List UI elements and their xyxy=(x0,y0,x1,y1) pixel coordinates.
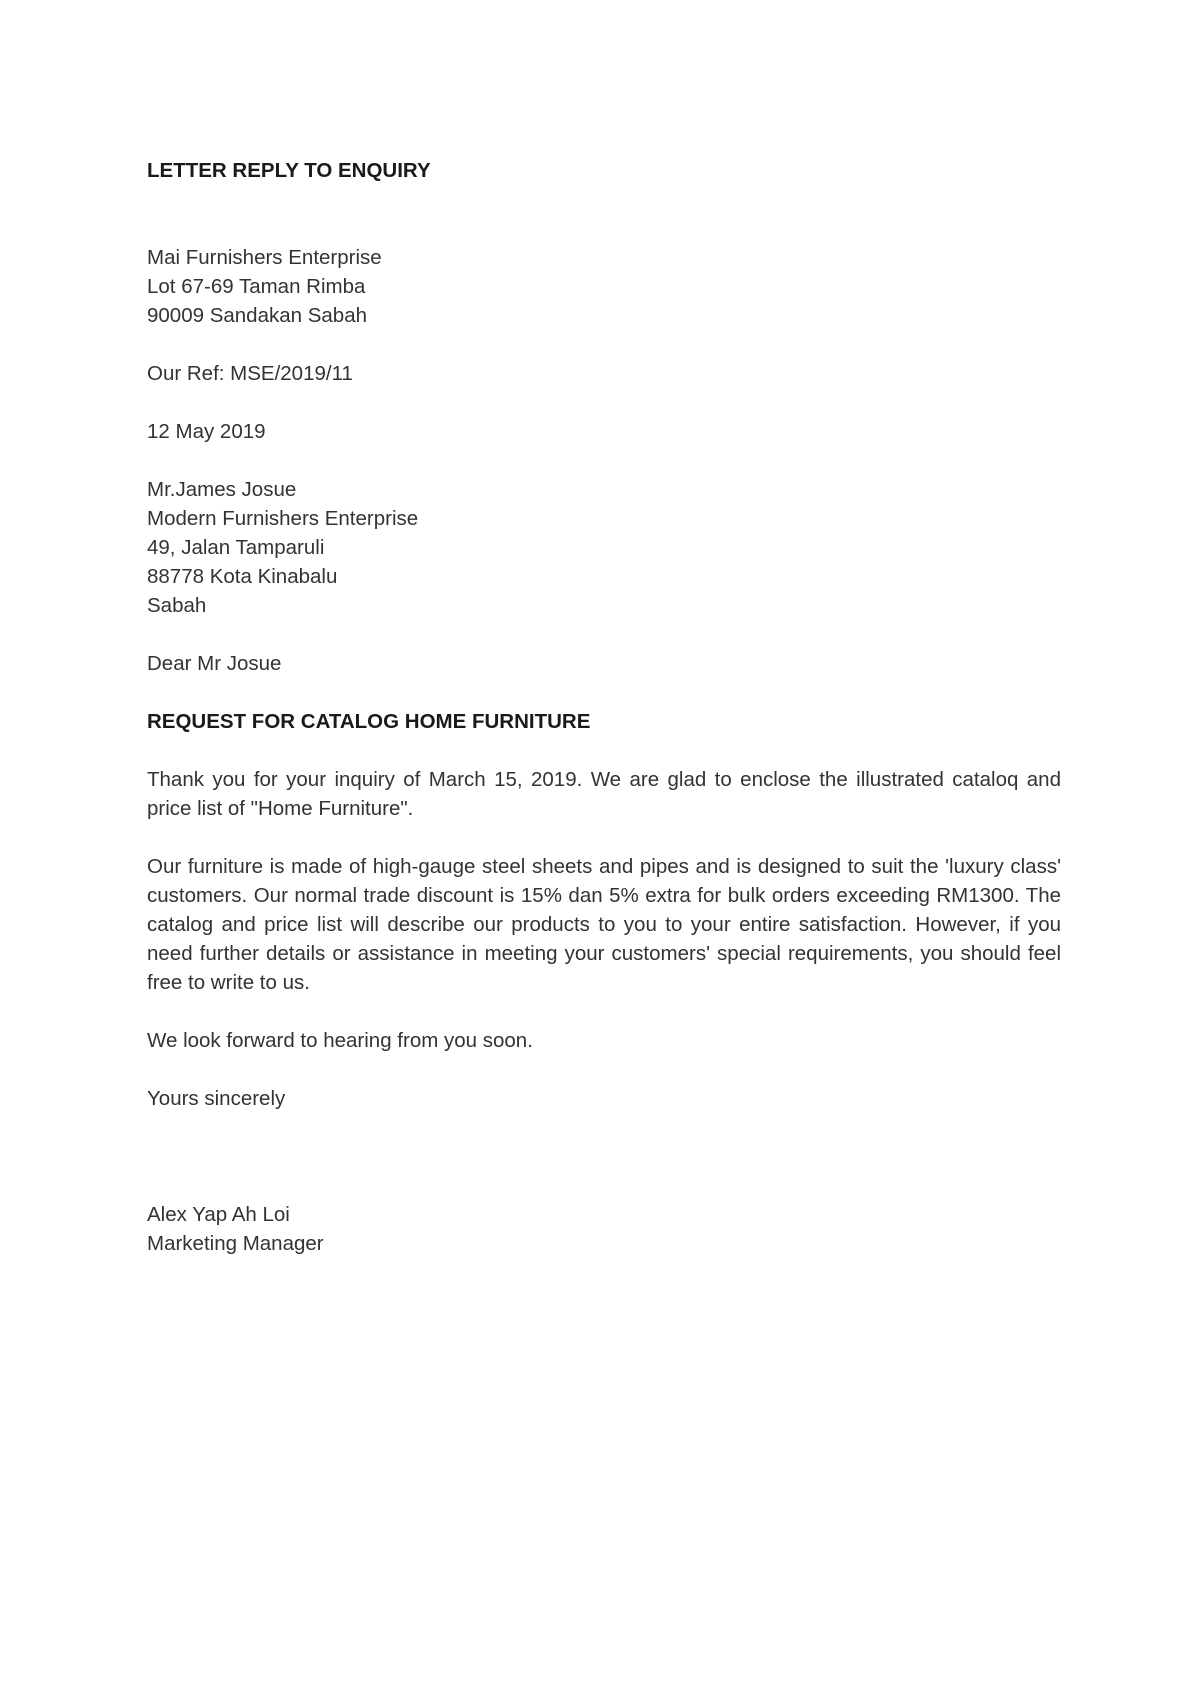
recipient-address-line2: 88778 Kota Kinabalu xyxy=(147,565,338,588)
salutation: Dear Mr Josue xyxy=(147,652,282,675)
sender-name: Mai Furnishers Enterprise xyxy=(147,246,382,269)
recipient-company: Modern Furnishers Enterprise xyxy=(147,507,419,530)
recipient-address xyxy=(147,475,1061,620)
letter-body xyxy=(147,156,1061,1258)
letter-title: LETTER REPLY TO ENQUIRY xyxy=(147,159,431,182)
letter-subject: REQUEST FOR CATALOG HOME FURNITURE xyxy=(147,710,591,733)
closing: Yours sincerely xyxy=(147,1087,286,1110)
sender-address-line2: 90009 Sandakan Sabah xyxy=(147,304,368,327)
signatory-position: Marketing Manager xyxy=(147,1232,324,1255)
signatory-block xyxy=(147,1200,1061,1258)
sender-address-line1: Lot 67-69 Taman Rimba xyxy=(147,275,366,298)
body-paragraph: We look forward to hearing from you soon. xyxy=(147,1029,533,1052)
reference: Our Ref: MSE/2019/11 xyxy=(147,362,353,385)
signature-space xyxy=(147,1142,1061,1200)
recipient-address-line1: 49, Jalan Tamparuli xyxy=(147,536,325,559)
sender-address xyxy=(147,243,1061,330)
recipient-name: Mr.James Josue xyxy=(147,478,297,501)
letter-date: 12 May 2019 xyxy=(147,420,266,443)
body-paragraph: Our furniture is made of high-gauge steel sheets and pipes and is designed to suit the 'luxury class' customers. Our normal trade discount is 15% dan 5% extra for bulk orders exceeding RM1300. The catalog and price list will describe our products to you to your entire satisfaction. However, if you need further details or assistance in meeting your customers' special requirements, you should feel free to write to us. xyxy=(147,855,1061,994)
signatory-name: Alex Yap Ah Loi xyxy=(147,1203,290,1226)
body-paragraph: Thank you for your inquiry of March 15, 2019. We are glad to enclose the illustrated cataloq and price list of "Home Furniture". xyxy=(147,768,1061,820)
recipient-address-line3: Sabah xyxy=(147,594,207,617)
